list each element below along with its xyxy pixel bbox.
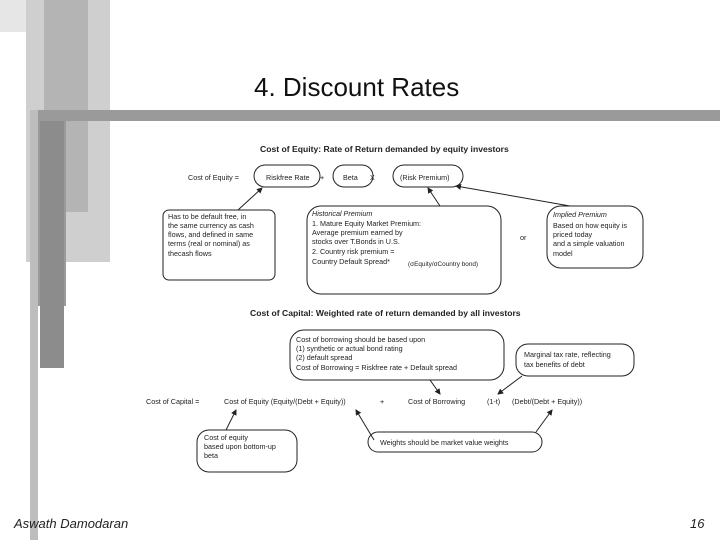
borrowing-note-line-1: Cost of borrowing should be based upon xyxy=(296,335,426,344)
historical-line-1: 1. Mature Equity Market Premium: xyxy=(312,219,422,228)
borrowing-arrow xyxy=(430,380,440,394)
borrowing-note-line-4: Cost of Borrowing = Riskfree rate + Default spread xyxy=(296,363,457,372)
implied-line-3: and a simple valuation xyxy=(553,239,625,248)
riskfree-note-line-2: the same currency as cash xyxy=(168,221,254,230)
implied-line-1: Based on how equity is xyxy=(553,221,627,230)
riskfree-label: Riskfree Rate xyxy=(266,173,310,182)
capital-plus: + xyxy=(380,397,385,406)
historical-arrow xyxy=(428,188,440,206)
riskfree-note-line-1: Has to be default free, in xyxy=(168,212,247,221)
page-number: 16 xyxy=(690,516,705,531)
implied-line-4: model xyxy=(553,249,573,258)
equity-note-arrow xyxy=(226,410,236,430)
riskfree-note-line-5: thecash flows xyxy=(168,249,212,258)
riskfree-note-line-4: terms (real or nominal) as xyxy=(168,239,250,248)
borrowing-note-line-2: (1) synthetic or actual bond rating xyxy=(296,344,403,353)
slide-title: 4. Discount Rates xyxy=(254,72,460,102)
riskfree-arrow xyxy=(238,188,262,210)
equity-heading: Cost of Equity: Rate of Return demanded by equity investors xyxy=(260,144,509,154)
weights-arrow-equity xyxy=(356,410,374,440)
or-label: or xyxy=(520,233,527,242)
historical-title: Historical Premium xyxy=(312,209,373,218)
debt-weight-term: (Debt/(Debt + Equity)) xyxy=(512,397,583,406)
tax-arrow xyxy=(498,376,522,394)
weights-note: Weights should be market value weights xyxy=(380,438,509,447)
historical-line-2: Average premium earned by xyxy=(312,228,403,237)
weights-arrow-debt xyxy=(536,410,552,432)
tax-note-line-2: tax benefits of debt xyxy=(524,360,585,369)
author-name: Aswath Damodaran xyxy=(14,516,129,531)
equity-note-line-3: beta xyxy=(204,451,218,460)
historical-line-5: Country Default Spread* xyxy=(312,257,390,266)
beta-label: Beta xyxy=(343,173,358,182)
capital-heading: Cost of Capital: Weighted rate of return demanded by all investors xyxy=(250,308,521,318)
tax-note-line-1: Marginal tax rate, reflecting xyxy=(524,350,611,359)
cost-of-borrowing-term: Cost of Borrowing xyxy=(408,397,466,406)
implied-arrow xyxy=(456,186,570,206)
historical-line-3: stocks over T.Bonds in U.S. xyxy=(312,237,400,246)
equity-plus: + xyxy=(320,173,325,182)
borrowing-note-line-3: (2) default spread xyxy=(296,353,353,362)
tax-term: (1-t) xyxy=(487,397,501,406)
implied-title: Implied Premium xyxy=(553,210,607,219)
cost-of-capital-label: Cost of Capital = xyxy=(146,397,200,406)
riskfree-note-line-3: flows, and defined in same xyxy=(168,230,254,239)
implied-line-2: priced today xyxy=(553,230,593,239)
historical-line-4: 2. Country risk premium = xyxy=(312,247,395,256)
times-sign: X xyxy=(370,173,375,182)
equity-note-line-2: based upon bottom-up xyxy=(204,442,276,451)
equity-note-line-1: Cost of equity xyxy=(204,433,248,442)
historical-formula: (σEquity/σCountry bond) xyxy=(408,261,479,268)
cost-of-equity-term: Cost of Equity (Equity/(Debt + Equity)) xyxy=(224,397,346,406)
cost-of-equity-label: Cost of Equity = xyxy=(188,173,239,182)
risk-premium-label: (Risk Premium) xyxy=(400,173,450,182)
